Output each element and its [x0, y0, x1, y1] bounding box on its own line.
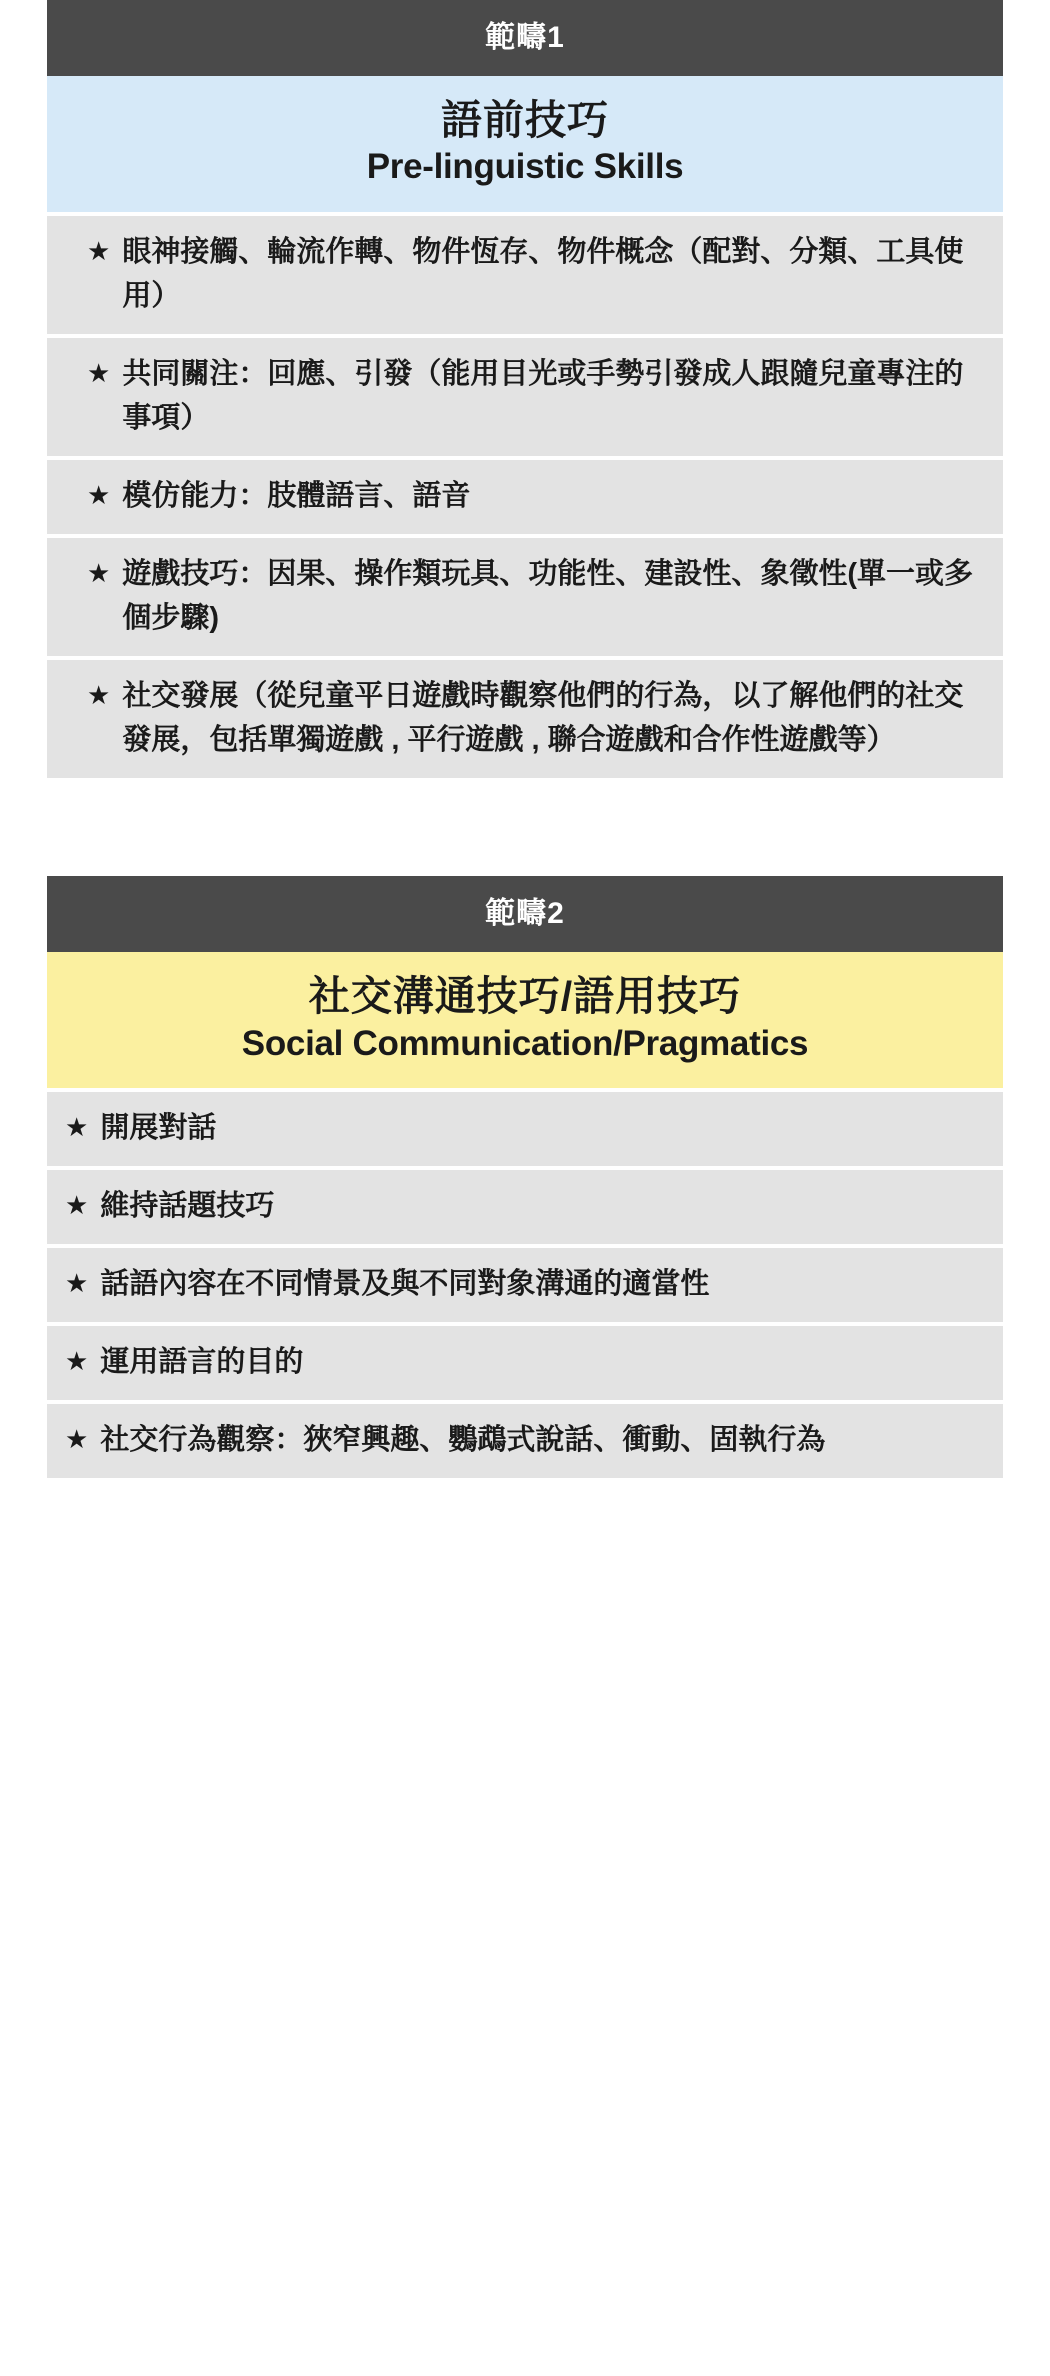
- list-item-text: 眼神接觸、輪流作轉、物件恆存、物件概念（配對、分類、工具使用）: [122, 235, 964, 312]
- list-item-text: 社交發展（從兒童平日遊戲時觀察他們的行為，以了解他們的社交發展，包括單獨遊戲 , 平行遊戲 , 聯合遊戲和合作性遊戲等）: [122, 680, 964, 757]
- list-item: [47, 338, 1003, 456]
- item-list-1: [47, 216, 1003, 779]
- star-icon: ★: [87, 680, 111, 711]
- star-icon: ★: [65, 1424, 89, 1455]
- list-item-text: 遊戲技巧：因果、操作類玩具、功能性、建設性、象徵性(單一或多個步驟): [122, 558, 973, 635]
- list-item: [47, 1248, 1003, 1322]
- category-banner-2: 範疇2: [47, 876, 1003, 952]
- title-box-1: [47, 76, 1003, 212]
- list-item-text: 話語內容在不同情景及與不同對象溝通的適當性: [100, 1268, 710, 1301]
- list-item-text: 模仿能力：肢體語言、語音: [122, 479, 471, 512]
- category-banner-1: 範疇1: [47, 0, 1003, 76]
- title-box-2: [47, 952, 1003, 1088]
- list-item-text: 開展對話: [100, 1112, 217, 1145]
- star-icon: ★: [87, 479, 111, 510]
- list-item: [47, 1170, 1003, 1244]
- section-title-zh-2: 社交溝通技巧/語用技巧: [308, 973, 742, 1020]
- list-item: [47, 660, 1003, 778]
- star-icon: ★: [87, 558, 111, 589]
- star-icon: ★: [65, 1346, 89, 1377]
- section-pre-linguistic-skills: [47, 0, 1003, 778]
- item-list-2: [47, 1092, 1003, 1478]
- section-title-en-2: Social Communication/Pragmatics: [241, 1023, 809, 1063]
- list-item: [47, 216, 1003, 334]
- list-item: [47, 460, 1003, 534]
- list-item: [47, 1326, 1003, 1400]
- star-icon: ★: [65, 1268, 89, 1299]
- section-social-communication: [47, 876, 1003, 1478]
- section-title-en-1: Pre-linguistic Skills: [366, 147, 684, 187]
- star-icon: ★: [87, 235, 111, 266]
- star-icon: ★: [65, 1190, 89, 1221]
- list-item-text: 社交行為觀察：狹窄興趣、鸚鵡式說話、衝動、固執行為: [100, 1424, 826, 1457]
- list-item: [47, 1404, 1003, 1478]
- list-item-text: 共同關注：回應、引發（能用目光或手勢引發成人跟隨兒童專注的事項）: [122, 357, 964, 434]
- list-item: [47, 538, 1003, 656]
- star-icon: ★: [65, 1112, 89, 1143]
- list-item-text: 運用語言的目的: [100, 1346, 304, 1379]
- list-item: [47, 1092, 1003, 1166]
- list-item-text: 維持話題技巧: [100, 1190, 275, 1223]
- star-icon: ★: [87, 357, 111, 388]
- section-title-zh-1: 語前技巧: [441, 97, 609, 143]
